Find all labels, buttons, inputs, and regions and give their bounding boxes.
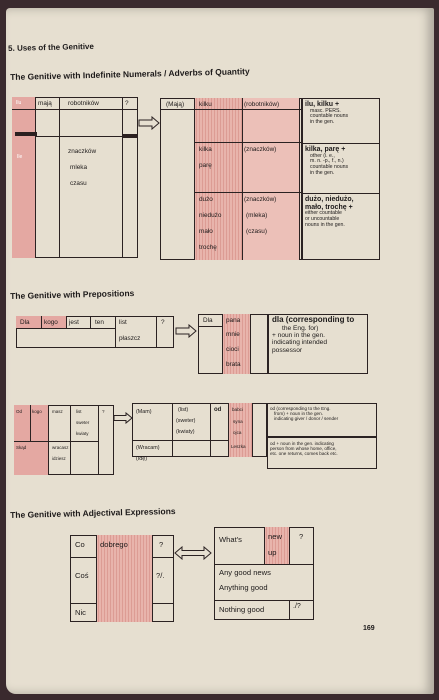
word-kogo-od: kogo xyxy=(32,409,42,414)
word-syna: syna xyxy=(233,419,243,424)
question-mark-dla: ? xyxy=(161,319,165,326)
subsection-title-adjectival: The Genitive with Adjectival Expressions xyxy=(10,505,176,520)
word-znaczkow-paren-2: (znaczków) xyxy=(244,196,277,203)
dla-rule-text: dla (corresponding to the Eng. for) + noun in the gen. indicating intended possessor xyxy=(272,315,355,354)
word-dobrego: dobrego xyxy=(100,540,128,549)
word-pana: pana xyxy=(226,317,241,324)
word-czasu-paren: (czasu) xyxy=(246,228,267,235)
word-new: new xyxy=(268,532,282,541)
phrase-any-good-news: Any good news xyxy=(219,568,271,577)
od-rule-text-2: od + noun in the gen. indicating person from whose home, office, etc. one returns, comes back etc. xyxy=(270,441,338,457)
word-list-paren: (list) xyxy=(178,407,189,413)
word-nic: Nic xyxy=(75,608,86,617)
word-czasu: czasu xyxy=(70,180,87,187)
word-kilka: kilka xyxy=(199,146,212,153)
word-leszka: Leszka xyxy=(231,444,246,449)
word-robotnikow: robotników xyxy=(68,100,99,107)
word-mam: (Mam) xyxy=(136,409,152,415)
rule-ilu-kilku: ilu, kilku + masc. PERS. countable nouns in the gen. xyxy=(305,101,349,126)
word-wracasz: wracasz xyxy=(52,445,69,450)
word-idziesz: idziesz xyxy=(52,456,66,461)
word-jest: jest xyxy=(69,319,79,326)
word-sweter-paren: (sweter) xyxy=(176,418,196,424)
word-brata: brata xyxy=(226,361,241,368)
question-mark: ? xyxy=(125,100,129,107)
word-duzo: dużo xyxy=(199,196,213,203)
word-kwiaty: kwiaty xyxy=(76,431,89,436)
word-ide: (Idę) xyxy=(136,456,148,462)
word-cioci: cioci xyxy=(226,346,239,353)
punct-cos: ?/. xyxy=(156,571,165,580)
word-kogo: kogo xyxy=(44,319,58,326)
page-number: 169 xyxy=(363,625,375,632)
word-niedużo: niedużo xyxy=(199,212,222,219)
word-skad: Skąd xyxy=(16,445,27,450)
word-sweter: sweter xyxy=(76,420,90,425)
word-masz: masz xyxy=(52,409,63,414)
word-babci: babci xyxy=(232,407,243,412)
word-cos: Coś xyxy=(75,571,89,580)
rule-kilka-pare: kilka, parę + other (i. e., m. n. -p., f., n.) countable nouns in the gen. xyxy=(305,146,349,176)
word-list-od: list xyxy=(76,409,82,414)
word-robotnikow-paren: (robotników) xyxy=(244,101,280,108)
phrase-anything-good: Anything good xyxy=(219,583,268,592)
word-malo: mało xyxy=(199,228,213,235)
word-kilku: kilku xyxy=(199,101,212,108)
word-maja-paren: (Mają) xyxy=(166,101,185,108)
word-od: Od xyxy=(16,409,23,414)
word-znaczkow: znaczków xyxy=(68,148,97,155)
word-maja: mają xyxy=(38,100,52,107)
od-rule-text-1: od (corresponding to the Eng. from) + noun in the gen. indicating giver / donor / sender xyxy=(270,406,339,422)
word-pare: parę xyxy=(199,162,212,169)
word-ojca: ojca xyxy=(233,430,242,435)
rule-duzo-malo: dużo, niedużo, mało, trochę + either countable or uncountable nouns in the gen. xyxy=(305,196,354,228)
book-page xyxy=(6,8,434,694)
word-up: up xyxy=(268,548,277,557)
word-mnie: mnie xyxy=(226,331,240,338)
word-dla-answer: Dla xyxy=(203,317,213,324)
word-wracam: (Wracam) xyxy=(136,445,160,451)
word-mleka-paren: (mleka) xyxy=(246,212,268,219)
question-mark-od: ? xyxy=(102,409,105,414)
punct-nothing: ./? xyxy=(293,603,301,610)
arrow-right-icon xyxy=(113,412,133,424)
word-list: list xyxy=(119,319,127,326)
word-plaszcz: płaszcz xyxy=(119,335,141,342)
phrase-nothing-good: Nothing good xyxy=(219,605,265,614)
arrow-right-icon xyxy=(138,116,160,130)
word-znaczkow-paren-1: (znaczków) xyxy=(244,146,277,153)
word-mleka: mleka xyxy=(70,164,88,171)
word-kwiaty-paren: (kwiaty) xyxy=(176,429,195,435)
word-od-answer: od xyxy=(214,407,222,413)
double-arrow-icon xyxy=(174,546,212,560)
arrow-right-icon xyxy=(175,324,197,338)
question-mark-whats: ? xyxy=(299,532,304,541)
section-title: 5. Uses of the Genitive xyxy=(8,41,95,53)
word-ilu: Ilu xyxy=(16,100,22,106)
word-whats: What's xyxy=(219,535,242,544)
word-co: Co xyxy=(75,540,85,549)
word-ile: Ile xyxy=(17,154,23,160)
word-dla: Dla xyxy=(20,319,30,326)
word-ten: ten xyxy=(95,319,104,326)
word-troche: trochę xyxy=(199,244,217,251)
subsection-title-quantity: The Genitive with Indefinite Numerals / Adverbs of Quantity xyxy=(10,66,250,82)
question-mark-co: ? xyxy=(159,540,164,549)
subsection-title-prepositions: The Genitive with Prepositions xyxy=(10,287,135,301)
